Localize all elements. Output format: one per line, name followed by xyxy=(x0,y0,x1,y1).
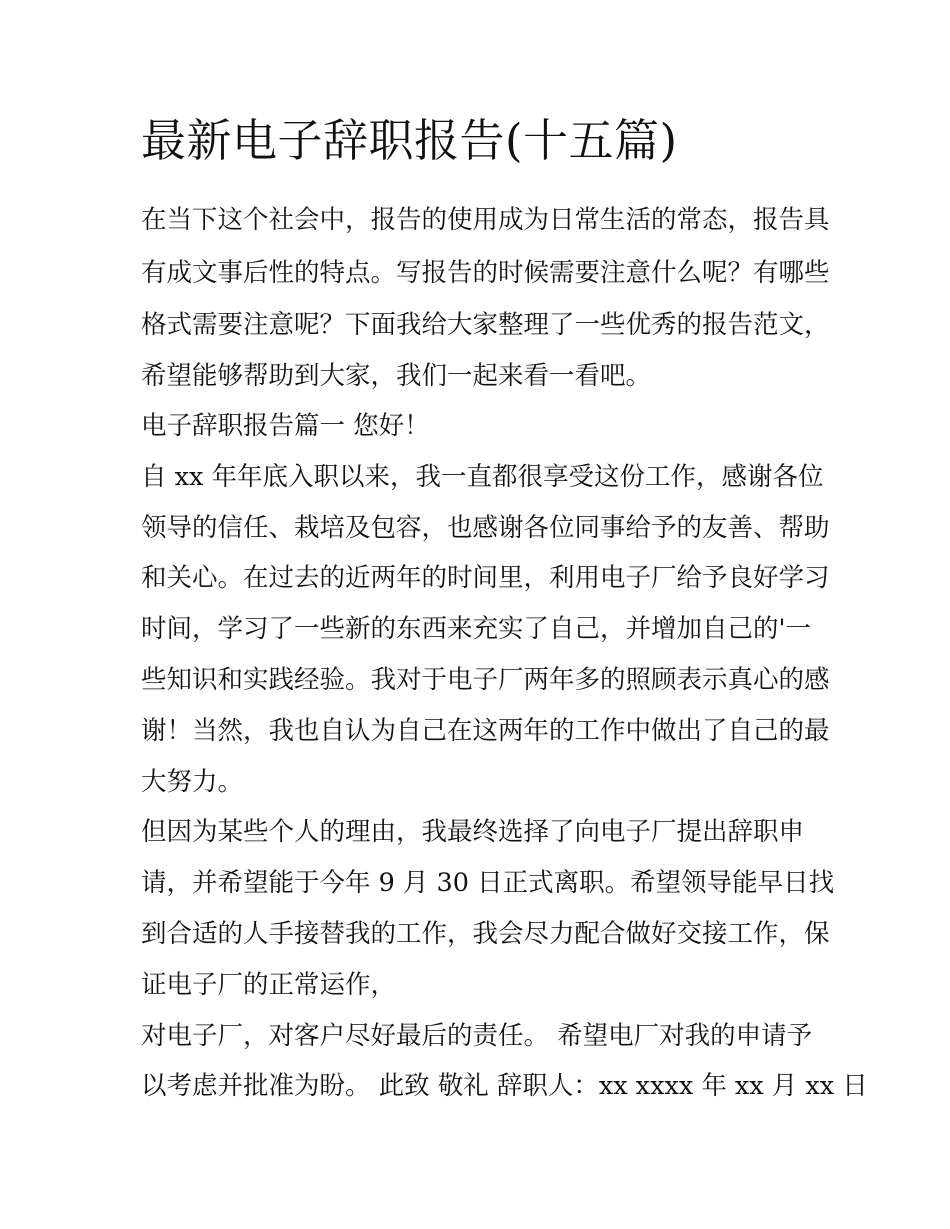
section-heading-1: 电子辞职报告篇一 您好！ xyxy=(141,411,430,441)
body-line-4: 时间，学习了一些新的东西来充实了自己，并增加自己的'一 xyxy=(141,614,812,644)
signature-line: 以考虑并批准为盼。 此致 敬礼 辞职人：xx xxxx 年 xx 月 xx 日 xyxy=(141,1071,868,1101)
body-line-12: 对电子厂，对客户尽好最后的责任。 希望电厂对我的申请予 xyxy=(141,1021,813,1051)
intro-line-3: 格式需要注意呢？下面我给大家整理了一些优秀的报告范文， xyxy=(141,310,830,340)
body-line-8: 但因为某些个人的理由，我最终选择了向电子厂提出辞职申 xyxy=(141,817,805,847)
body-line-7: 大努力。 xyxy=(141,767,244,797)
body-line-11: 证电子厂的正常运作， xyxy=(141,970,397,1000)
body-line-2: 领导的信任、栽培及包容，也感谢各位同事给予的友善、帮助 xyxy=(141,513,830,543)
intro-line-2: 有成文事后性的特点。写报告的时候需要注意什么呢？有哪些 xyxy=(141,258,830,288)
body-line-9: 请，并希望能于今年 9 月 30 日正式离职。希望领导能早日找 xyxy=(141,868,835,898)
body-line-1: 自 xx 年年底入职以来，我一直都很享受这份工作，感谢各位 xyxy=(141,462,824,492)
body-line-10: 到合适的人手接替我的工作，我会尽力配合做好交接工作，保 xyxy=(141,919,830,949)
document-title: 最新电子辞职报告(十五篇) xyxy=(141,114,678,167)
body-line-3: 和关心。在过去的近两年的时间里，利用电子厂给予良好学习 xyxy=(141,563,830,593)
intro-line-4: 希望能够帮助到大家，我们一起来看一看吧。 xyxy=(141,361,652,391)
body-line-5: 些知识和实践经验。我对于电子厂两年多的照顾表示真心的感 xyxy=(141,665,830,695)
body-line-6: 谢！当然，我也自认为自己在这两年的工作中做出了自己的最 xyxy=(141,716,830,746)
intro-line-1: 在当下这个社会中，报告的使用成为日常生活的常态，报告具 xyxy=(141,205,830,235)
